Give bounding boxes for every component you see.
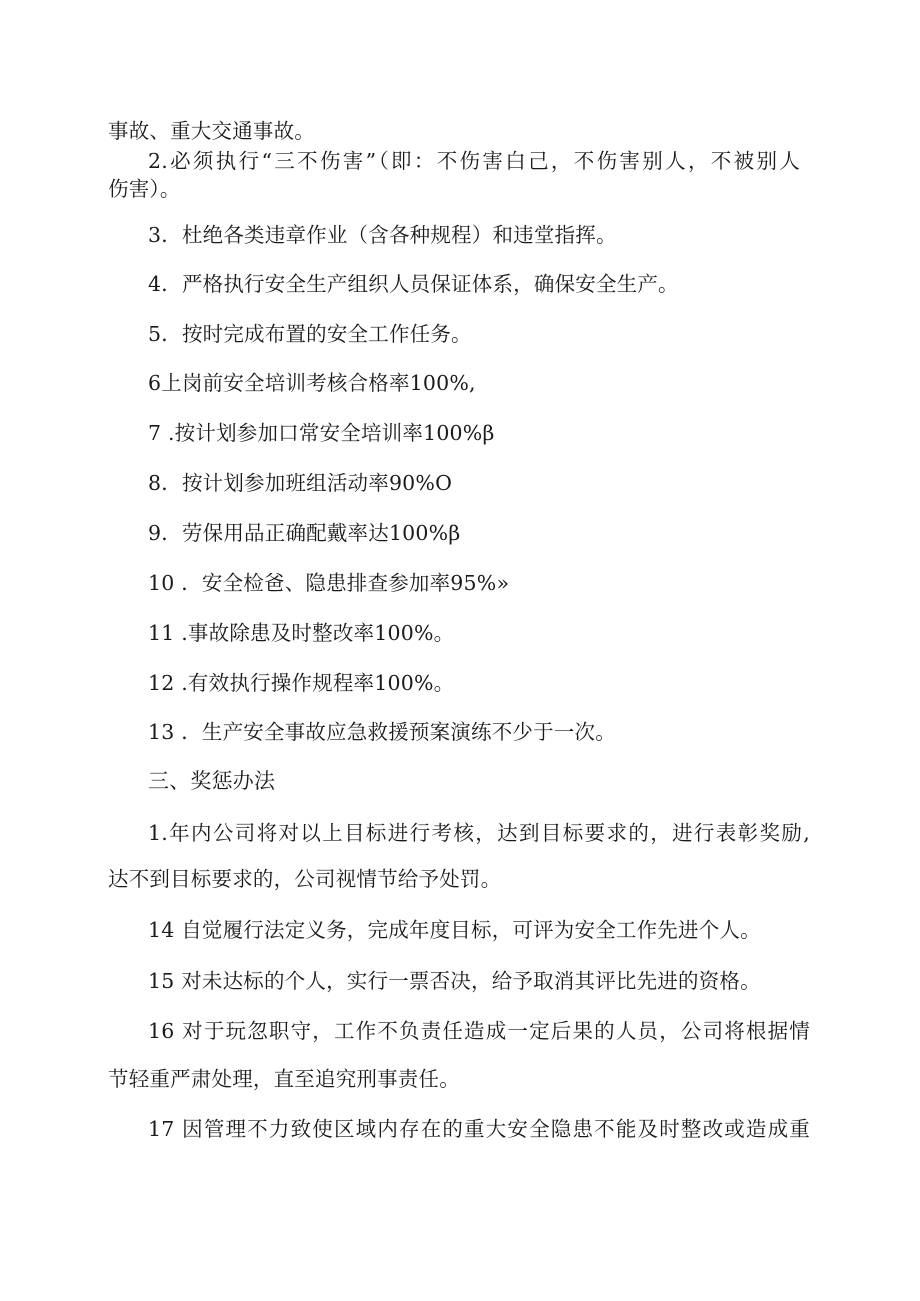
item-6: 6上岗前安全培训考核合格率100%, (148, 371, 476, 395)
item-4: 4．严格执行安全生产组织人员保证体系，确保安全生产。 (148, 272, 679, 296)
reward-item-14: 14 自觉履行法定义务，完成年度目标，可评为安全工作先进个人。 (148, 918, 761, 942)
item-11: 11 .事故除患及时整改率100%。 (148, 621, 455, 645)
reward-item-16-line-1: 16 对于玩忽职守，工作不负责任造成一定后果的人员，公司将根据情 (148, 1019, 810, 1043)
reward-item-1-line-1: 1.年内公司将对以上目标进行考核，达到目标要求的，进行表彰奖励, (148, 821, 810, 845)
item-13: 13 ．生产安全事故应急救援预案演练不少于一次。 (148, 720, 616, 744)
item-3: 3．杜绝各类违章作业（含各种规程）和违堂指挥。 (148, 223, 617, 247)
text-line-1: 事故、重大交通事故。 (108, 119, 315, 143)
item-12: 12 .有效执行操作规程率100%。 (148, 671, 455, 695)
text-line-3: 伤害）。 (108, 177, 181, 201)
section-heading: 三、奖惩办法 (148, 769, 276, 793)
reward-item-16-line-2: 节轻重严肃处理，直至追究刑事责任。 (108, 1067, 460, 1091)
item-5: 5．按时完成布置的安全工作任务。 (148, 322, 472, 346)
item-9: 9．劳保用品正确配戴率达100%β (148, 521, 461, 545)
text-line-2: 2.必须执行“三不伤害”（即：不伤害白己，不伤害别人，不被别人 (148, 149, 800, 173)
item-7: 7 .按计划参加口常安全培训率100%β (148, 421, 495, 445)
item-10: 10 ．安全检爸、隐患排查参加率95%» (148, 571, 510, 595)
reward-item-15: 15 对未达标的个人，实行一票否决，给予取消其评比先进的资格。 (148, 969, 761, 993)
reward-item-17-line-1: 17 因管理不力致使区域内存在的重大安全隐患不能及时整改或造成重 (148, 1117, 810, 1141)
item-8: 8．按计划参加班组活动率90%O (148, 471, 453, 495)
reward-item-1-line-2: 达不到目标要求的，公司视情节给予处罚。 (108, 867, 502, 891)
